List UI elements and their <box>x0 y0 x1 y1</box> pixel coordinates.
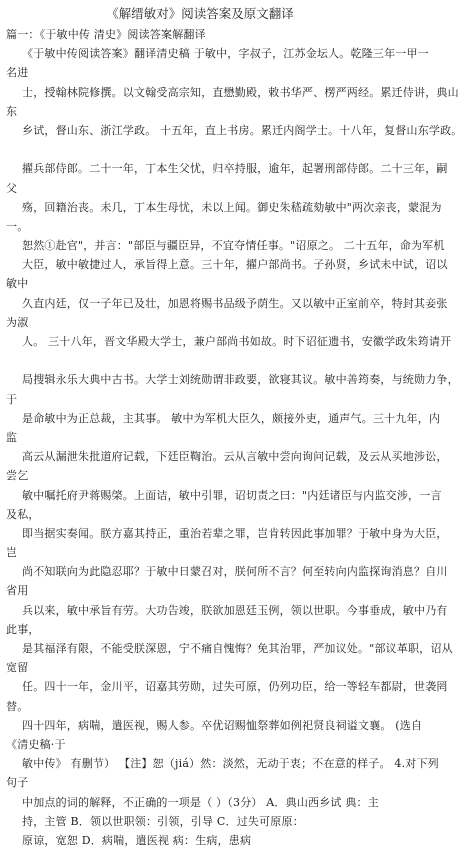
text-line: 大臣，敏中敏捷过人，承旨得上意。三十年，擢户部尚书。子孙贤，乡试未中试，诏以 <box>22 258 448 272</box>
text-line: 是其福泽有限，不能受朕深恩，宁不痛自愧悔？免其治罪，严加议处。"部议革职，诏从 <box>22 642 453 655</box>
text-line: 敏中嘱托府尹蒋赐棨。上面诘，敏中引罪，诏切责之曰："内廷诸臣与内监交涉，一言 <box>22 488 442 502</box>
text-line: 为淑 <box>6 315 29 329</box>
text-line: 尝乞 <box>6 469 29 483</box>
text-line: 父 <box>6 181 18 195</box>
text-line: 句子 <box>6 776 29 790</box>
text-line: 殇，回籍治丧。未几，丁本生母忧，未以上闻。御史朱嵇疏劾敏中"两次亲丧，蒙混为 <box>22 200 442 214</box>
text-line: 高云从漏泄朱批道府记载，下廷臣鞫治。云从言敏中尝向询问记载，及云从买地涉讼， <box>22 450 448 464</box>
text-line: 替。 <box>6 699 29 713</box>
text-line: 监 <box>6 430 18 444</box>
text-line: 于 <box>6 392 18 406</box>
text-line: 士，授翰林院修撰。以文翰受高宗知，直懋勤殿，敕书华严、楞严两经。累迁侍讲，典山 <box>22 85 459 99</box>
text-line: 原谅，宽恕 D．病喘，遣医视 病：生病，患病 <box>22 833 252 847</box>
text-line: 敏中传》 有删节） 【注】恕（jiá）然：淡然，无动于衷；不在意的样子。 4.对下列 <box>22 757 439 771</box>
text-line <box>6 351 394 370</box>
text-line <box>6 140 394 159</box>
text-line: 《清史稿·于 <box>6 737 66 751</box>
text-line: 一。 <box>6 219 29 233</box>
text-line: 名进 <box>6 66 29 80</box>
document-title: 《解缙敏对》阅读答案及原文翻译 <box>106 6 294 21</box>
text-line: 中加点的词的解释，不正确的一项是（ ）（3分） A．典山西乡试 典：主 <box>22 795 379 809</box>
text-line: 局搜辑永乐大典中古书。大学士刘统勋谓非政要，欲寝其议。敏中善筠奏，与统勋力争， <box>22 373 459 387</box>
text-line: 岂 <box>6 546 18 560</box>
text-line: 久直内廷，仅一子年已及壮，加恩将赐书品级予荫生。又以敏中正室前卒，特封其妾张 <box>22 296 448 310</box>
text-line: 尚不知联向为此隐忍耶？于敏中日蒙召对，朕何所不言？何至转向内监探询消息？自川 <box>22 565 448 579</box>
text-line: 此事， <box>6 622 40 636</box>
text-line: 《于敏中传阅读答案》翻译清史稿 于敏中，字叔子，江苏金坛人。乾隆三年一甲一 <box>22 47 429 61</box>
text-line: 恕然①赴官"，并言："部臣与疆臣异，不宜夺情任事。"诏原之。 二十五年，命为军机 <box>22 239 445 253</box>
text-line: 兵以来，敏中承旨有劳。大功告竣，朕欲加恩廷玉例，领以世职。今事垂成，敏中乃有 <box>22 603 448 617</box>
text-line: 宽留 <box>6 661 29 675</box>
text-line: 持，主管 B．领以世职领：引领，引导 C．过失可原原： <box>22 814 304 828</box>
text-line: 四十四年，病喘，遣医视，赐人参。卒优诏赐恤祭葬如例祀贤良祠谥文襄。 (选自 <box>22 718 423 732</box>
text-line: 及私， <box>6 507 40 521</box>
document-body <box>6 25 463 850</box>
text-line: 擢兵部侍郎。二十一年，丁本生父忧，归卒持服，逾年，起署刑部侍郎。二十三年，嗣 <box>22 162 448 176</box>
text-line: 敏中 <box>6 277 29 291</box>
text-line: 任。四十一年，金川平，诏嘉其劳勋，过失可原，仍列功臣，给一等轻车都尉，世袭罔 <box>22 680 448 694</box>
text-line: 省用 <box>6 584 29 598</box>
text-line: 人。 三十八年，晋文华殿大学士，兼户部尚书如故。时下诏征遗书，安徽学政朱筠请开 <box>22 335 452 348</box>
text-line: 是命敏中为正总裁，主其事。 敏中为军机大臣久，颇接外吏，通声气。三十九年，内 <box>22 411 441 425</box>
text-line: 即当据实奏闻。朕方嘉其持正，重治若辈之罪，岂肯转因此事加罪？于敏中身为大臣， <box>22 526 448 540</box>
text-line: 乡试，督山东、浙江学政。 十五年，直上书房。累迁内阁学士。十八年，复督山东学政。 <box>22 123 463 137</box>
text-line: 东 <box>6 104 18 118</box>
text-line: 篇一：《于敏中传 清史》阅读答案解翻译 <box>6 28 206 41</box>
